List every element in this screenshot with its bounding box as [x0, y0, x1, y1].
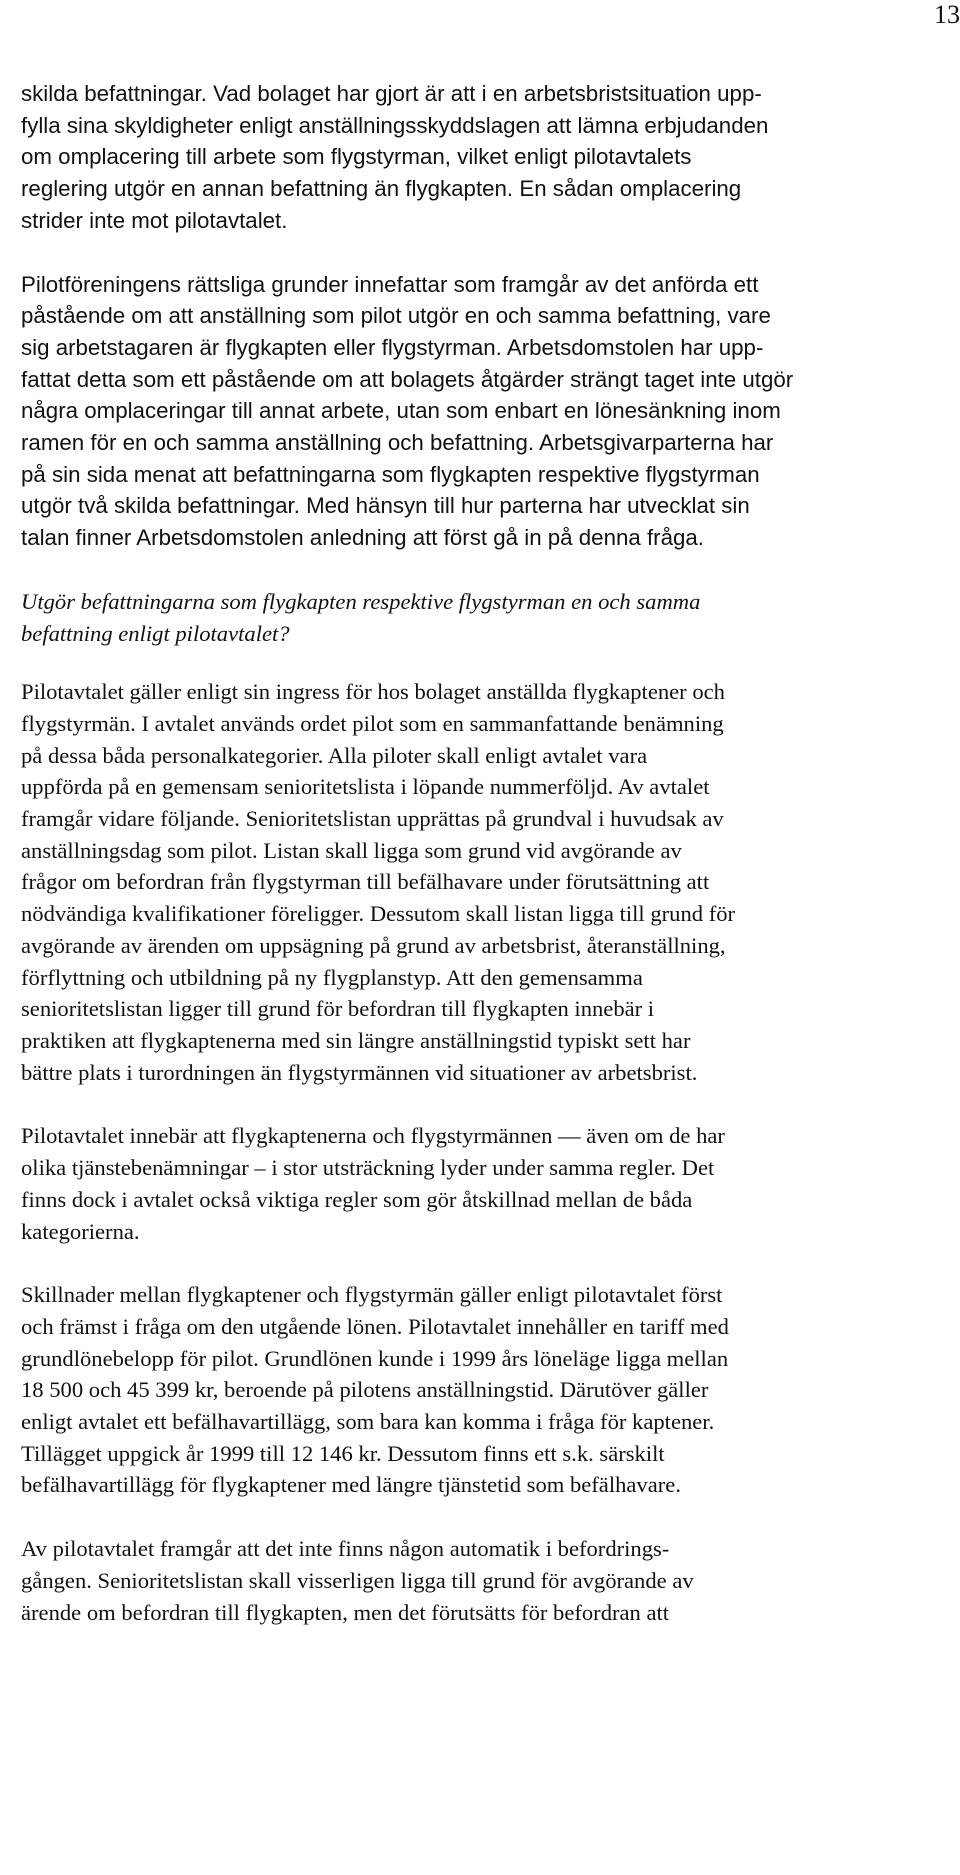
text-line: senioritetslistan ligger till grund för befordran till flygkapten innebär i — [21, 996, 655, 1022]
text-line: anställningsdag som pilot. Listan skall ligga som grund vid avgörande av — [21, 837, 682, 863]
text-line: på dessa båda personalkategorier. Alla piloter skall enligt avtalet vara — [21, 742, 648, 768]
text-line: fylla sina skyldigheter enligt anställningsskyddslagen att lämna erbjudanden — [21, 112, 769, 138]
text-line: olika tjänstebenämningar – i stor utsträckning lyder under samma regler. Det — [21, 1155, 715, 1181]
text-line: befälhavartillägg för flygkaptener med längre tjänstetid som befälhavare. — [21, 1472, 681, 1498]
text-line: ramen för en och samma anställning och befattning. Arbetsgivarparterna har — [21, 430, 774, 456]
paragraph-promotion — [21, 1533, 941, 1628]
text-line: bättre plats i turordningen än flygstyrmännen vid situationer av arbetsbrist. — [21, 1059, 698, 1085]
heading-line: befattning enligt pilotavtalet? — [21, 620, 290, 646]
text-line: på sin sida menat att befattningarna som flygkapten respektive flygstyrman — [21, 461, 760, 487]
text-line: uppförda på en gemensam senioritetslista i löpande nummerföljd. Av avtalet — [21, 774, 710, 800]
text-line: nödvändiga kvalifikationer föreligger. Dessutom skall listan ligga till grund för — [21, 901, 736, 927]
text-line: frågor om befordran från flygstyrman till befälhavare under förutsättning att — [21, 869, 710, 895]
text-line: gången. Senioritetslistan skall visserligen ligga till grund för avgörande av — [21, 1567, 694, 1593]
text-line: utgör två skilda befattningar. Med hänsyn till hur parterna har utvecklat sin — [21, 493, 750, 519]
heading-line: Utgör befattningarna som flygkapten respektive flygstyrman en och samma — [21, 588, 701, 614]
text-line: Skillnader mellan flygkaptener och flygstyrmän gäller enligt pilotavtalet först — [21, 1282, 723, 1308]
text-line: finns dock i avtalet också viktiga regler som gör åtskillnad mellan de båda — [21, 1186, 693, 1212]
text-line: Pilotavtalet innebär att flygkaptenerna och flygstyrmännen — även om de har — [21, 1123, 725, 1149]
text-line: Pilotavtalet gäller enligt sin ingress för hos bolaget anställda flygkaptener och — [21, 679, 725, 705]
text-line: sig arbetstagaren är flygkapten eller flygstyrman. Arbetsdomstolen har upp- — [21, 334, 764, 360]
text-line: Pilotföreningens rättsliga grunder innefattar som framgår av det anförda ett — [21, 271, 759, 297]
text-line: ärende om befordran till flygkapten, men det förutsätts för befordran att — [21, 1599, 670, 1625]
text-line: 18 500 och 45 399 kr, beroende på pilotens anställningstid. Därutöver gäller — [21, 1377, 709, 1403]
text-line: om omplacering till arbete som flygstyrman, vilket enligt pilotavtalets — [21, 144, 692, 170]
text-line: praktiken att flygkaptenerna med sin längre anställningstid typiskt sett har — [21, 1027, 691, 1053]
paragraph-pilot-agreement — [21, 676, 941, 1088]
text-line: fattat detta som ett påstående om att bolagets åtgärder strängt taget inte utgör — [21, 366, 794, 392]
paragraph-intro-continuation — [21, 78, 941, 237]
text-line: reglering utgör en annan befattning än flygkapten. En sådan omplacering — [21, 176, 742, 202]
section-heading — [21, 586, 941, 649]
text-line: strider inte mot pilotavtalet. — [21, 207, 288, 233]
text-line: enligt avtalet ett befälhavartillägg, som bara kan komma i fråga för kaptener. — [21, 1409, 715, 1435]
text-line: och främst i fråga om den utgående lönen. Pilotavtalet innehåller en tariff med — [21, 1313, 729, 1339]
text-line: påstående om att anställning som pilot utgör en och samma befattning, vare — [21, 303, 771, 329]
text-line: Av pilotavtalet framgår att det inte finns någon automatik i befordrings- — [21, 1536, 670, 1562]
text-line: förflyttning och utbildning på ny flygplanstyp. Att den gemensamma — [21, 964, 643, 990]
document-body — [21, 78, 941, 1660]
paragraph-same-rules — [21, 1120, 941, 1247]
text-line: framgår vidare följande. Senioritetslistan upprättas på grundval i huvudsak av — [21, 806, 724, 832]
text-line: några omplaceringar till annat arbete, utan som enbart en lönesänkning inom — [21, 398, 781, 424]
paragraph-salary-differences — [21, 1279, 941, 1501]
text-line: skilda befattningar. Vad bolaget har gjort är att i en arbetsbristsituation upp- — [21, 81, 762, 106]
text-line: flygstyrmän. I avtalet används ordet pilot som en sammanfattande benämning — [21, 710, 724, 736]
text-line: avgörande av ärenden om uppsägning på grund av arbetsbrist, återanställning, — [21, 932, 726, 958]
text-line: talan finner Arbetsdomstolen anledning att först gå in på denna fråga. — [21, 525, 704, 551]
text-line: Tillägget uppgick år 1999 till 12 146 kr. Dessutom finns ett s.k. särskilt — [21, 1440, 665, 1466]
page-number: 13 — [934, 0, 960, 29]
paragraph-pilotforeningen-grounds — [21, 269, 941, 554]
text-line: grundlönebelopp för pilot. Grundlönen kunde i 1999 års löneläge ligga mellan — [21, 1345, 729, 1371]
text-line: kategorierna. — [21, 1218, 140, 1244]
